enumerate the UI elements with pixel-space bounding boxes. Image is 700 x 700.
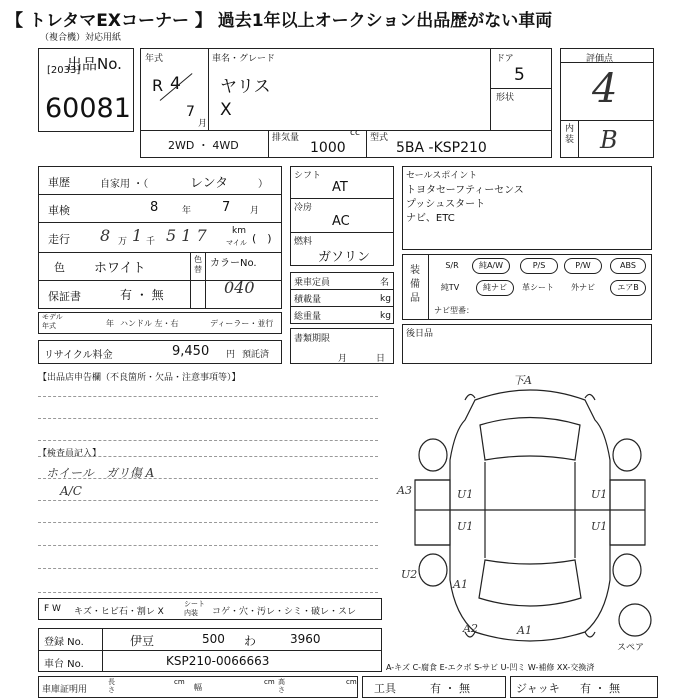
cert-hei: 高さ: [278, 678, 285, 694]
mark-a2-a: A2: [463, 622, 478, 635]
weight-unit: kg: [380, 311, 391, 321]
lot-number: 60081: [45, 93, 131, 124]
cert-wid: 幅: [194, 683, 202, 692]
history-value: レンタ: [190, 176, 229, 191]
chassis-label: 車台 No.: [44, 659, 84, 670]
inspection-month-unit: 月: [250, 206, 260, 216]
drive: 2WD ・ 4WD: [168, 139, 239, 152]
mileage-mile: マイル: [226, 239, 247, 247]
inspection-month: 7: [222, 200, 231, 215]
spare-label: スペア: [617, 643, 645, 653]
displacement-value: 1000: [310, 140, 346, 156]
top-note: （複合機）対応用紙: [40, 33, 122, 43]
interior-label: 内装: [565, 124, 575, 145]
mileage-rest: 5 1 7: [166, 226, 207, 245]
fuel-value: ガソリン: [318, 250, 371, 265]
mileage-man: 8: [100, 226, 111, 245]
interior-value: B: [600, 126, 618, 154]
model-year-label: モデル年式: [42, 313, 63, 330]
year-era: R: [152, 76, 164, 95]
later-box: [402, 324, 652, 364]
displacement-label: 排気量: [272, 133, 300, 143]
mark-u1-d: U1: [591, 520, 608, 533]
warranty-value: 有 ・ 無: [120, 288, 164, 302]
warranty-label: 保証書: [48, 290, 81, 303]
mark-u1-a: U1: [457, 488, 474, 501]
equip-alloy: 純A/W: [472, 258, 510, 274]
capacity-label: 乗車定員: [294, 278, 331, 288]
mark-a3: A3: [397, 484, 412, 497]
mileage-label: 走行: [48, 233, 70, 246]
mark-u1-c: U1: [591, 488, 608, 501]
inspector-note-2: A/C: [60, 484, 82, 498]
mileage-sen-unit: 千: [146, 237, 156, 247]
load-label: 積載量: [294, 295, 322, 305]
equip-sr: S/R: [445, 261, 459, 270]
mark-front: 下A: [513, 374, 532, 387]
mark-u2: U2: [401, 568, 418, 581]
history-close: ）: [258, 179, 268, 190]
mileage-sen: 1: [132, 226, 143, 245]
inspection-year: 8: [150, 200, 159, 215]
name-label: 車名・グレード: [212, 54, 276, 64]
fw-items: キズ・ヒビ石・割レ X: [74, 607, 164, 617]
recycle-value: 9,450: [172, 344, 210, 359]
year-month: 7: [186, 104, 195, 120]
recycle-deposit: 預託済: [242, 350, 270, 360]
reg-number: 3960: [290, 632, 321, 646]
tools-value: 有 ・ 無: [430, 682, 470, 695]
equip-ext-navi: 外ナビ: [571, 283, 595, 292]
defects-label: 【出品店申告欄（不良箇所・欠品・注意事項等）】: [38, 373, 241, 383]
color-code-label: カラーNo.: [210, 258, 257, 269]
equip-pw: P/W: [564, 258, 602, 274]
history-label: 車歴: [48, 176, 70, 189]
shift-label: シフト: [294, 171, 322, 181]
damage-legend: A-キズ C-腐食 E-エクボ S-サビ U-凹ミ W-補修 XX-交換済: [386, 663, 595, 672]
history-options: 自家用 ・（: [100, 179, 149, 190]
seat-label: シート内装: [184, 600, 205, 617]
lot-label: 出品No.: [67, 55, 122, 73]
dealer: ディーラー・並行: [210, 319, 274, 328]
weight-label: 総重量: [294, 312, 322, 322]
mark-u1-b: U1: [457, 520, 474, 533]
shape-label: 形状: [496, 93, 515, 103]
doors-label: ドア: [496, 54, 514, 64]
type-label: 型式: [370, 133, 389, 143]
recycle-label: リサイクル料金: [44, 350, 113, 361]
mark-a1-b: A1: [517, 624, 532, 637]
equip-leather: 革シート: [522, 283, 554, 292]
car-diagram: [395, 370, 665, 655]
doc-period-month: 月: [338, 354, 348, 364]
capacity-unit: 名: [380, 278, 390, 288]
mileage-man-unit: 万: [118, 237, 128, 247]
ac-value: AC: [332, 214, 350, 229]
displacement-unit: cc: [350, 128, 360, 138]
jack-label: ジャッキ: [516, 682, 560, 695]
score-label: 評価点: [586, 54, 614, 64]
cert-hei-unit: cm: [346, 678, 357, 686]
later-label: 後日品: [406, 329, 434, 339]
recycle-unit: 円: [226, 350, 236, 360]
model-name: ヤリス: [220, 77, 271, 97]
inspector-note-1: ホイール ガリ傷 A: [46, 466, 155, 480]
doors-value: 5: [514, 65, 525, 85]
shift-value: AT: [332, 180, 348, 195]
reg-class: 500: [202, 632, 225, 646]
type-value: 5BA -KSP210: [396, 140, 487, 156]
grade: X: [220, 100, 232, 120]
seat-items: コゲ・穴・汚レ・シミ・破レ・スレ: [212, 607, 357, 617]
navi-model: ナビ型番：: [434, 306, 474, 315]
equip-abs: ABS: [610, 258, 646, 274]
selling-label: セールスポイント: [406, 171, 478, 181]
cert-len: 長さ: [108, 678, 115, 694]
equip-airbag: エアB: [610, 280, 646, 296]
repaint-label: 色替: [194, 255, 202, 274]
lot-box: [38, 48, 134, 132]
header-title: 【 トレタマEXコーナー 】 過去1年以上オークション出品歴がない車両: [6, 11, 553, 31]
color-label: 色: [54, 261, 65, 274]
equipment-label: 装備品: [410, 265, 420, 304]
load-unit: kg: [380, 294, 391, 304]
model-year-unit: 年: [106, 319, 114, 328]
fuel-label: 燃料: [294, 237, 313, 247]
color-code: 040: [224, 278, 255, 297]
doc-period-day: 日: [376, 354, 386, 364]
jack-value: 有 ・ 無: [580, 682, 620, 695]
selling-line-3: ナビ、ETC: [406, 213, 455, 224]
cert-len-unit: cm: [174, 678, 185, 686]
equip-ps: P/S: [520, 258, 558, 274]
year-month-unit: 月: [198, 119, 208, 129]
reg-kana: わ: [244, 634, 257, 648]
tools-label: 工具: [374, 682, 396, 695]
cert-wid-unit: cm: [264, 678, 275, 686]
selling-line-1: トヨタセーフティーセンス: [406, 185, 524, 196]
header-bar: [0, 0, 700, 34]
mark-a1-a: A1: [453, 578, 468, 591]
equip-tv: 純TV: [440, 283, 460, 292]
fw-label: F W: [44, 604, 61, 614]
handle: ハンドル 左・右: [120, 319, 179, 328]
mileage-km: km: [232, 226, 246, 236]
inspector-label: 【検査員記入】: [38, 449, 102, 459]
year-label: 年式: [145, 54, 164, 64]
color-value: ホワイト: [94, 261, 146, 276]
ac-label: 冷房: [294, 203, 313, 213]
reg-area: 伊豆: [130, 634, 155, 648]
cert-label: 車庫証明用: [42, 685, 88, 695]
chassis-value: KSP210-0066663: [166, 654, 270, 668]
score-value: 4: [592, 66, 618, 112]
year-value: 4: [170, 74, 181, 94]
lot-sub: [2033]: [47, 65, 81, 76]
mileage-paren: ( ): [252, 232, 272, 245]
inspection-label: 車検: [48, 204, 70, 217]
equip-navi: 純ナビ: [476, 280, 514, 296]
registration-label: 登録 No.: [44, 637, 84, 648]
selling-line-2: プッシュスタート: [406, 199, 486, 210]
doc-period-label: 書類期限: [294, 334, 331, 344]
inspection-year-unit: 年: [182, 206, 192, 216]
